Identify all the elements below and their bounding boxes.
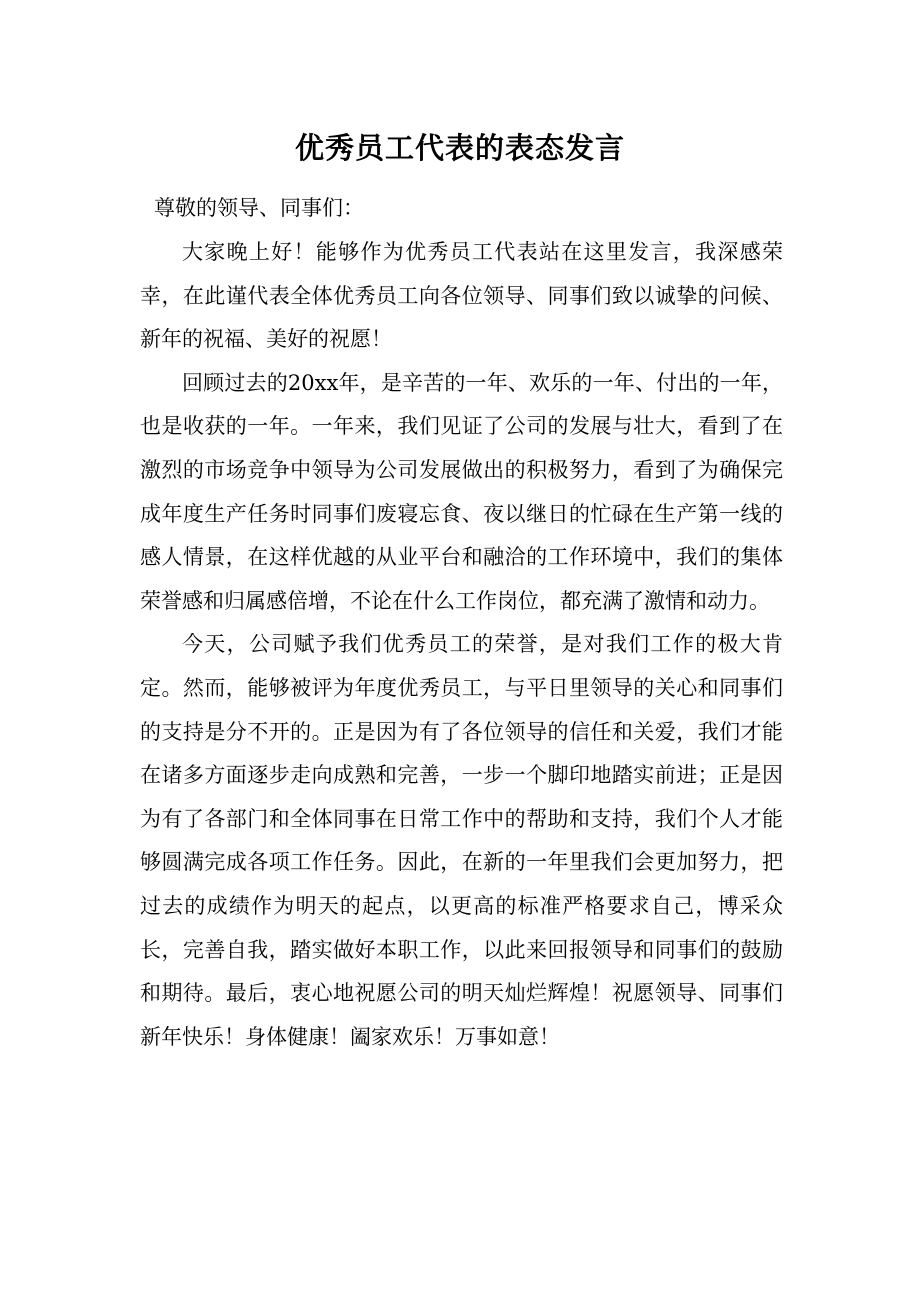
- page-title: 优秀员工代表的表态发言: [294, 131, 625, 165]
- salutation: 尊敬的领导、同事们：: [154, 196, 364, 220]
- paragraph-review: 回顾过去的20xx年，是辛苦的一年、欢乐的一年、付出的一年，也是收获的一年。一年来，我们见证了公司的发展与壮大，看到了在激烈的市场竞争中领导为公司发展做出的积极努力，看到了为确保完成年度生产任务时同事们废寝忘食、夜以继日的忙碌在生产第一线的感人情景，在这样优越的从业平台和融洽的工作环境中，我们的集体荣誉感和归属感倍增，不论在什么工作岗位，都充满了激情和动力。: [140, 370, 783, 613]
- paragraph-greeting: 大家晚上好！能够作为优秀员工代表站在这里发言，我深感荣幸，在此谨代表全体优秀员工向各位领导、同事们致以诚挚的问候、新年的祝福、美好的祝愿！: [140, 240, 783, 352]
- speech-body: [140, 231, 783, 1059]
- paragraph-thanks: 今天，公司赋予我们优秀员工的荣誉，是对我们工作的极大肯定。然而，能够被评为年度优秀员工，与平日里领导的关心和同事们的支持是分不开的。正是因为有了各位领导的信任和关爱，我们才能在诸多方面逐步走向成熟和完善，一步一个脚印地踏实前进；正是因为有了各部门和全体同事在日常工作中的帮助和支持，我们个人才能够圆满完成各项工作任务。因此，在新的一年里我们会更加努力，把过去的成绩作为明天的起点，以更高的标准严格要求自己，博采众长，完善自我，踏实做好本职工作，以此来回报领导和同事们的鼓励和期待。最后，衷心地祝愿公司的明天灿烂辉煌！祝愿领导、同事们新年快乐！身体健康！阖家欢乐！万事如意！: [140, 632, 783, 1049]
